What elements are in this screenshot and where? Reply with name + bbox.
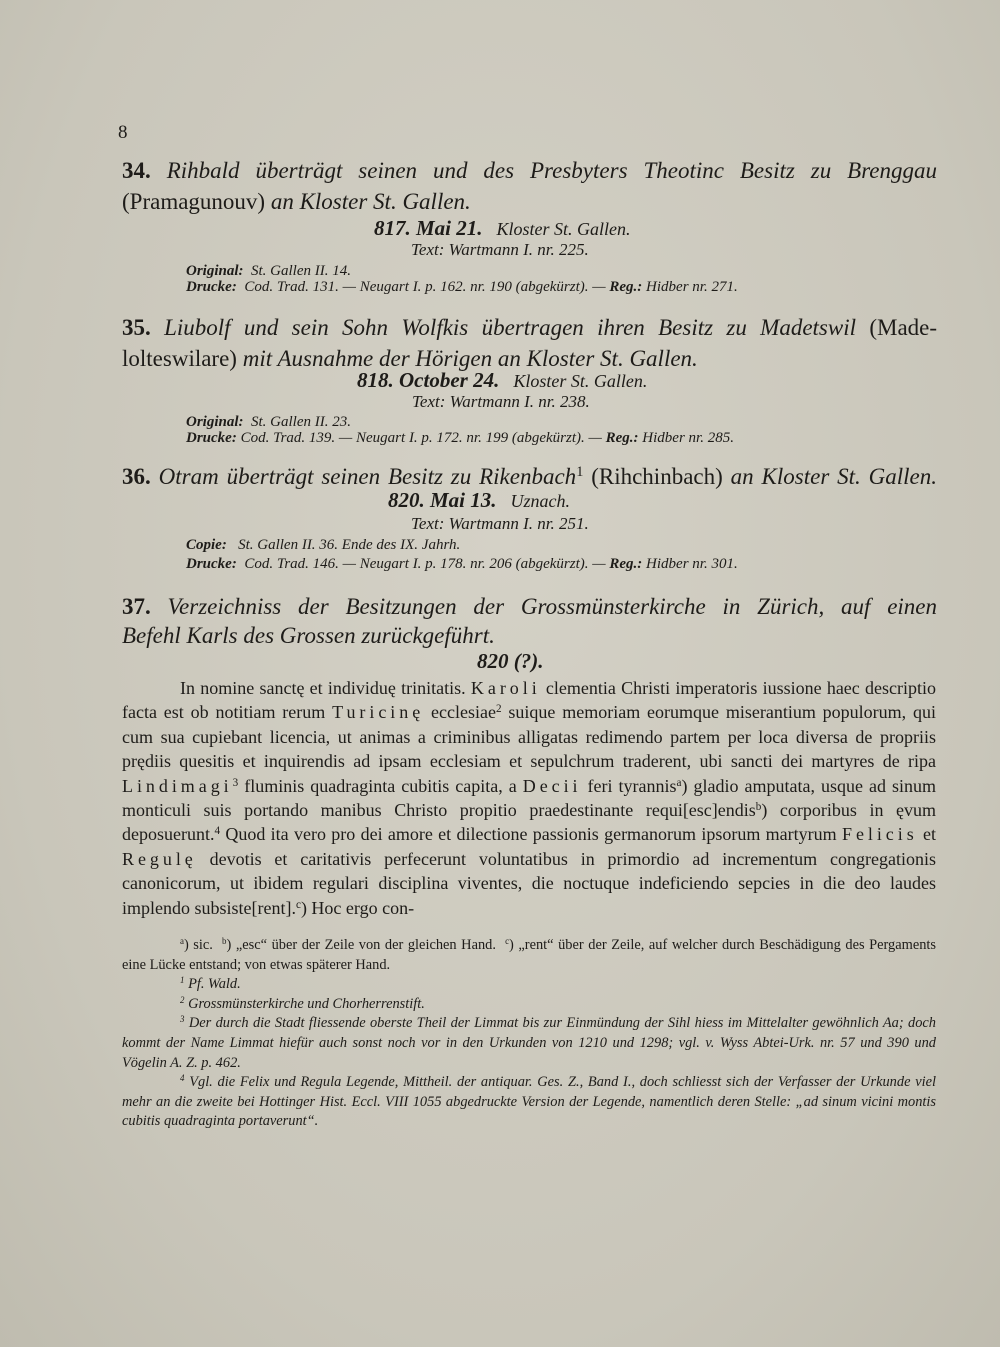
entry-35-text-ref: Text: Wartmann I. nr. 238. xyxy=(412,392,590,411)
entry-37-date-line xyxy=(477,649,544,674)
document-body xyxy=(122,676,936,920)
entry-34-drucke: Drucke: Cod. Trad. 131. — Neugart I. p. 162. nr. 190 (abgekürzt). — Reg.: Hidber nr. 271. xyxy=(186,279,738,295)
entry-date: 817. Mai 21. xyxy=(374,216,483,240)
entry-34-date-line xyxy=(374,216,631,241)
entry-35-date-line xyxy=(357,368,647,393)
entry-35-original: Original: St. Gallen II. 23. xyxy=(186,414,351,430)
entry-34-text-ref: Text: Wartmann I. nr. 225. xyxy=(411,240,589,259)
entry-title-cont: Befehl Karls des Grossen zurückgeführt. xyxy=(122,623,495,648)
entry-date: 818. October 24. xyxy=(357,368,500,392)
entry-title-end: an Kloster St. Gallen. xyxy=(730,464,938,489)
entry-36-date-line xyxy=(388,488,570,513)
entry-title-end: an Kloster St. Gallen. xyxy=(270,189,471,214)
entry-place: Kloster St. Gallen. xyxy=(513,371,648,391)
entry-place: Kloster St. Gallen. xyxy=(496,219,631,239)
entry-title-place-cont: lolteswilare) xyxy=(122,346,237,371)
entry-title-place: (Pramagunouv) xyxy=(122,189,266,214)
entry-title-place: (Rihchinbach) xyxy=(591,464,723,489)
entry-37-heading xyxy=(122,592,937,650)
entry-title: Rihbald überträgt seinen und des Presbyters Theotinc Besitz zu Brenggau xyxy=(166,158,937,183)
footnote-3: $^3$ Der durch die Stadt fliessende oberste Theil der Limmat bis zur Einmündung der Sihl hiess im Mittelalter gewöhnlich Aa; doch kommt der Name Limmat hiefür auch sonst noch vor in den Urkunden von 1210 und 1298; vgl. v. Wyss Abtei-Urk. nr. 57 und 390 und Vögelin A. Z. p. 462. xyxy=(122,1014,936,1071)
body-paragraph: In nomine sanctę et individuę trinitatis. Karoli clementia Christi imperatoris iussione haec descriptio facta est ob notitiam rerum Turicinę ecclesiae$^2$ suique memoriam eorumque miserantium populorum, qui cum sua cupiebant licencia, ut animas a criminibus alligatas redimendo partem per loca diversa de propriis prędiis quesitis et inquirendis ad ipsam ecclesiam et sepulchrum traderent, ubi sancti dei martyres de ripa Lindimagi$^3$ fluminis quadraginta cubitis capita, a Decii feri tyrannis$^a$) gladio amputata, usque ad sinum monticuli suis portando manibus Christo propitio praedestinante requi[esc]endis$^b$) corporibus in ęvum deposuerunt.$^4$ Quod ita vero pro dei amore et dilectione passionis germanorum ipsorum martyrum Felicis et Regulę devotis et caritativis perfecerunt voluntatibus in primordio ad incrementum congregationis canonicorum, ut ibidem regulari disciplina viventes, die noctuque indeficiendo sepcies in die deo laudes implendo subsiste[rent].$^c$) Hoc ergo con- xyxy=(122,678,937,918)
footnote-ref: 1 xyxy=(576,464,584,481)
entry-date: 820 (?). xyxy=(477,649,544,673)
entry-number: 37. xyxy=(122,594,151,619)
entry-35-drucke: Drucke: Cod. Trad. 139. — Neugart I. p. 172. nr. 199 (abgekürzt). — Reg.: Hidber nr. 285. xyxy=(186,430,734,446)
footnote-4: $^4$ Vgl. die Felix und Regula Legende, Mittheil. der antiquar. Ges. Z., Band I., doch schliesst sich der Verfasser der Urkunde viel mehr an die zweite bei Hottinger Hist. Eccl. VIII 1055 abgedruckte Version der Legende, namentlich deren Stelle: „ad sinum vicini montis cubitis quadraginta portaverunt“. xyxy=(122,1073,936,1130)
entry-36-text-ref: Text: Wartmann I. nr. 251. xyxy=(411,514,589,533)
entry-title: Liubolf und sein Sohn Wolfkis übertragen ihren Besitz zu Madetswil xyxy=(164,315,856,340)
entry-title: Verzeichniss der Besitzungen der Grossmünsterkirche in Zürich, auf einen xyxy=(167,594,938,619)
entry-34-original: Original: St. Gallen II. 14. xyxy=(186,263,351,279)
entry-title: Otram überträgt seinen Besitz zu Rikenbach xyxy=(158,464,577,489)
entry-34-heading xyxy=(122,155,937,217)
entry-date: 820. Mai 13. xyxy=(388,488,497,512)
entry-35-heading xyxy=(122,312,937,374)
entry-place: Uznach. xyxy=(510,491,571,511)
entry-number: 35. xyxy=(122,315,151,340)
footnote-1: $^1$ Pf. Wald. xyxy=(180,975,241,993)
entry-number: 36. xyxy=(122,464,151,489)
entry-title-place: (Made- xyxy=(869,315,938,340)
entry-36-copie: Copie: St. Gallen II. 36. Ende des IX. Jahrh. xyxy=(186,537,461,553)
page-number: 8 xyxy=(118,122,128,143)
entry-number: 34. xyxy=(122,158,151,183)
footnote-2: $^2$ Grossmünsterkirche und Chorherrenstift. xyxy=(180,994,425,1012)
entry-title-end: mit Ausnahme der Hörigen an Kloster St. Gallen. xyxy=(242,346,698,371)
entry-36-drucke: Drucke: Cod. Trad. 146. — Neugart I. p. 178. nr. 206 (abgekürzt). — Reg.: Hidber nr. 301. xyxy=(186,556,738,572)
footnotes xyxy=(122,936,936,1132)
footnote-critical: $^a$) sic. $^b$) „esc“ über der Zeile von der gleichen Hand. $^c$) „rent“ über der Zeile, auf welcher durch Beschädigung des Pergaments eine Lücke entstand; von etwas späterer Hand. xyxy=(122,936,937,973)
